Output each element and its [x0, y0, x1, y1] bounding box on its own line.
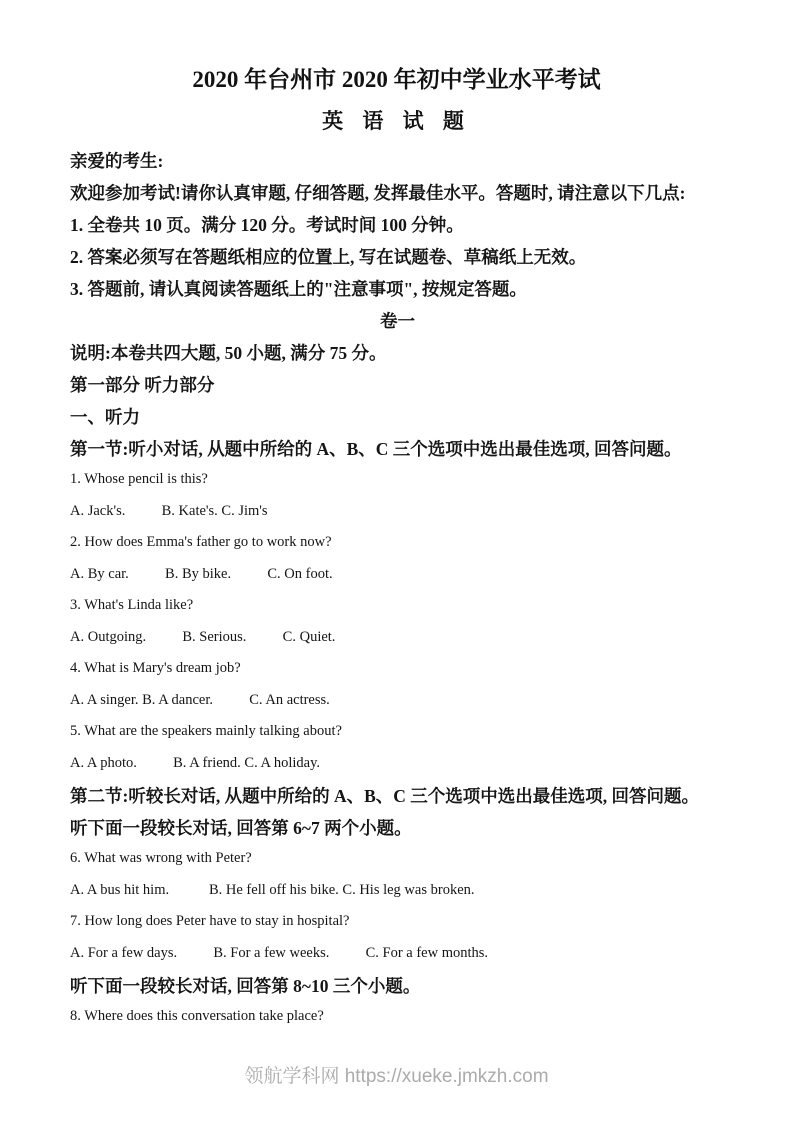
options-1: A. Jack's. B. Kate's. C. Jim's [70, 502, 268, 519]
options-3: A. Outgoing. B. Serious. C. Quiet. [70, 628, 336, 645]
watermark [0, 1066, 793, 1088]
options-2: A. By car. B. By bike. C. On foot. [70, 565, 333, 582]
section-heading: 一、听力 [70, 407, 140, 427]
options-6: A. A bus hit him. B. He fell off his bike. C. His leg was broken. [70, 881, 475, 898]
options-4: A. A singer. B. A dancer. C. An actress. [70, 691, 330, 708]
notice-3: 3. 答题前, 请认真阅读答题纸上的"注意事项", 按规定答题。 [70, 279, 527, 299]
volume-note: 说明:本卷共四大题, 50 小题, 满分 75 分。 [70, 343, 387, 363]
question-5: 5. What are the speakers mainly talking about? [70, 723, 342, 739]
question-4: 4. What is Mary's dream job? [70, 660, 241, 676]
question-8: 8. Where does this conversation take place? [70, 1008, 324, 1024]
question-7: 7. How long does Peter have to stay in hospital? [70, 913, 350, 929]
question-6: 6. What was wrong with Peter? [70, 850, 252, 866]
part-heading: 第一部分 听力部分 [70, 375, 215, 395]
intro: 欢迎参加考试!请你认真审题, 仔细答题, 发挥最佳水平。答题时, 请注意以下几点: [70, 183, 686, 203]
document-body [0, 150, 793, 1026]
dialog-hint-2: 听下面一段较长对话, 回答第 8~10 三个小题。 [70, 976, 421, 996]
volume-heading: 卷一 [380, 311, 415, 331]
notice-1: 1. 全卷共 10 页。满分 120 分。考试时间 100 分钟。 [70, 215, 464, 235]
subsection-2-heading: 第二节:听较长对话, 从题中所给的 A、B、C 三个选项中选出最佳选项, 回答问题。 [70, 786, 700, 806]
options-5: A. A photo. B. A friend. C. A holiday. [70, 754, 321, 771]
options-7: A. For a few days. B. For a few weeks. C. For a few months. [70, 944, 489, 961]
notice-2: 2. 答案必须写在答题纸相应的位置上, 写在试题卷、草稿纸上无效。 [70, 247, 587, 267]
greeting: 亲爱的考生: [70, 151, 164, 171]
dialog-hint-1: 听下面一段较长对话, 回答第 6~7 两个小题。 [70, 818, 412, 838]
subsection-1-heading: 第一节:听小对话, 从题中所给的 A、B、C 三个选项中选出最佳选项, 回答问题。 [70, 439, 682, 459]
exam-title: 2020 年台州市 2020 年初中学业水平考试 [192, 67, 601, 92]
watermark-text: 领航学科网 https://xueke.jmkzh.com [244, 1066, 549, 1087]
question-1: 1. Whose pencil is this? [70, 471, 208, 487]
exam-subtitle: 英 语 试 题 [322, 109, 471, 133]
question-2: 2. How does Emma's father go to work now? [70, 534, 332, 550]
question-3: 3. What's Linda like? [70, 597, 194, 613]
